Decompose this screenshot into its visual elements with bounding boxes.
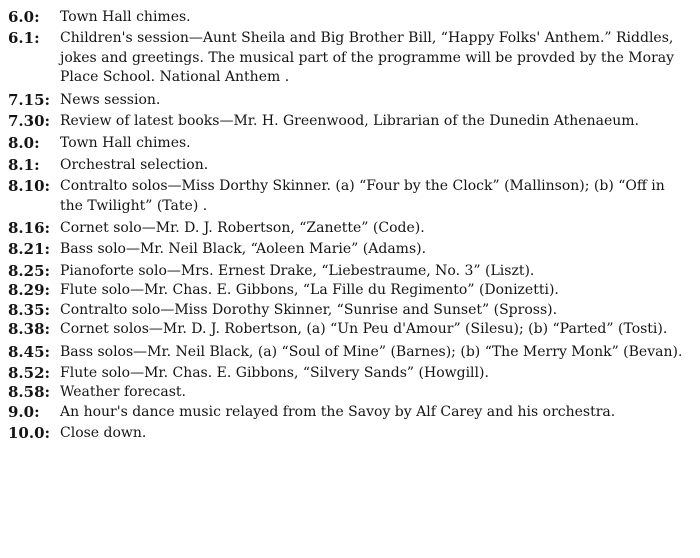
programme-entry — [8, 29, 692, 87]
programme-entry — [8, 424, 692, 443]
entry-text: Cornet solo—Mr. D. J. Robertson, “Zanette” (Code). — [60, 220, 425, 237]
entry-time: 6.1: — [8, 29, 40, 48]
entry-time: 8.0: — [8, 134, 40, 153]
entry-text: Bass solos—Mr. Neil Black, (a) “Soul of Mine” (Barnes); (b) “The Merry Monk” (Bevan). — [60, 343, 683, 360]
entry-text: Flute solo—Mr. Chas. E. Gibbons, “Silvery Sands” (Howgill). — [60, 364, 489, 381]
entry-time: 8.10: — [8, 177, 51, 196]
entry-text: Orchestral selection. — [60, 156, 209, 173]
entry-text: An hour's dance music relayed from the Savoy by Alf Carey and his orchestra. — [60, 403, 616, 420]
entry-time: 10.0: — [8, 424, 51, 443]
entry-time: 8.25: — [8, 261, 51, 280]
programme-entry — [8, 134, 692, 153]
programme-entry — [8, 156, 692, 175]
programme-entry — [8, 219, 692, 238]
programme-entry — [8, 262, 692, 281]
entry-time: 6.0: — [8, 8, 40, 26]
entry-text: Town Hall chimes. — [60, 9, 191, 25]
entry-text: News session. — [60, 91, 161, 108]
entry-time: 8.58: — [8, 383, 51, 402]
programme-entry — [8, 301, 692, 320]
entry-time: 8.38: — [8, 320, 51, 339]
entry-text: Review of latest books—Mr. H. Greenwood, Librarian of the Dunedin Athenaeum. — [60, 113, 639, 130]
entry-time: 8.16: — [8, 219, 51, 238]
entry-text: Bass solo—Mr. Neil Black, “Aoleen Marie” (Adams). — [60, 241, 427, 258]
entry-text: Town Hall chimes. — [60, 135, 191, 152]
programme-entry — [8, 240, 692, 259]
entry-text: Weather forecast. — [60, 384, 186, 401]
entry-time: 8.45: — [8, 342, 51, 361]
programme-entry — [8, 281, 692, 300]
programme-entry — [8, 8, 692, 27]
entry-time: 8.35: — [8, 300, 51, 319]
entry-text: Cornet solos—Mr. D. J. Robertson, (a) “Un Peu d'Amour” (Silesu); (b) “Parted” (Tosti). — [60, 321, 668, 338]
entry-text: Flute solo—Mr. Chas. E. Gibbons, “La Fille du Regimento” (Donizetti). — [60, 282, 559, 299]
entry-time: 8.1: — [8, 155, 40, 174]
entry-text: Pianoforte solo—Mrs. Ernest Drake, “Liebestraume, No. 3” (Liszt). — [60, 262, 535, 279]
programme-entry — [8, 383, 692, 402]
programme-entry — [8, 91, 692, 110]
programme-entry — [8, 177, 692, 216]
programme-entry — [8, 343, 692, 362]
entry-time: 8.21: — [8, 240, 51, 259]
entry-time: 8.29: — [8, 281, 51, 300]
programme-entry — [8, 403, 692, 422]
programme-entry — [8, 364, 692, 383]
entry-time: 9.0: — [8, 402, 40, 421]
programme-entry — [8, 320, 692, 339]
entry-text: Children's session—Aunt Sheila and Big Brother Bill, “Happy Folks' Anthem.” Riddles, jokes and greetings. The musical part of the programme will be provded by the Moray Place School. National Anthem . — [60, 30, 675, 86]
entry-time: 7.15: — [8, 90, 51, 109]
entry-text: Contralto solo—Miss Dorothy Skinner, “Sunrise and Sunset” (Spross). — [60, 301, 558, 318]
entry-text: Close down. — [60, 425, 147, 442]
programme-entry — [8, 112, 692, 131]
entry-time: 8.52: — [8, 363, 51, 382]
entry-text: Contralto solos—Miss Dorthy Skinner. (a) “Four by the Clock” (Mallinson); (b) “Off in the Twilight” (Tate) . — [60, 178, 665, 214]
entry-time: 7.30: — [8, 112, 51, 131]
